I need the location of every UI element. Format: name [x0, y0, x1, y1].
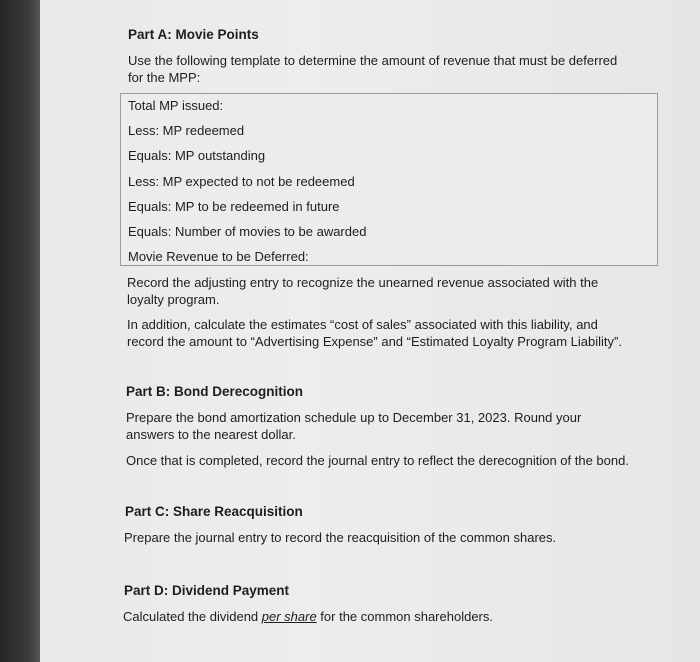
part-d-line1-post: for the common shareholders.: [316, 609, 493, 624]
part-b-heading: Part B: Bond Derecognition: [126, 384, 304, 399]
part-c-line1: Prepare the journal entry to record the reacquisition of the common shares.: [124, 530, 557, 545]
part-a-adjusting-line2: loyalty program.: [127, 292, 220, 307]
part-a-intro-line1: Use the following template to determine the amount of revenue that must be deferred: [128, 53, 618, 68]
part-d-line1: [123, 608, 493, 625]
part-a-adjusting-line1: Record the adjusting entry to recognize the unearned revenue associated with the: [127, 275, 599, 290]
part-d-heading: Part D: Dividend Payment: [124, 583, 290, 598]
part-a-addition-line1: In addition, calculate the estimates “cost of sales” associated with this liability, and: [127, 317, 598, 332]
part-b-line2: answers to the nearest dollar.: [126, 427, 296, 442]
part-c-heading: Part C: Share Reacquisition: [125, 504, 303, 519]
template-row-future-redeemed: Equals: MP to be redeemed in future: [128, 199, 340, 214]
part-b-line1: Prepare the bond amortization schedule up to December 31, 2023. Round your: [126, 410, 582, 425]
mpp-template-table: [120, 93, 658, 266]
template-row-total-issued: Total MP issued:: [128, 98, 224, 113]
template-row-revenue-deferred: Movie Revenue to be Deferred:: [128, 249, 309, 264]
part-a-heading: Part A: Movie Points: [128, 27, 259, 42]
template-row-redeemed: Less: MP redeemed: [128, 123, 245, 138]
part-d-line1-pre: Calculated the dividend: [123, 609, 262, 624]
part-d-line1-emphasis: per share: [261, 609, 317, 624]
part-a-intro-line2: for the MPP:: [128, 70, 201, 85]
template-row-movies-awarded: Equals: Number of movies to be awarded: [128, 224, 367, 239]
template-row-not-redeemed: Less: MP expected to not be redeemed: [128, 174, 355, 189]
part-b-line3: Once that is completed, record the journal entry to reflect the derecognition of the bond.: [126, 453, 629, 468]
template-row-outstanding: Equals: MP outstanding: [128, 148, 266, 163]
page-shadow-edge: [0, 0, 40, 662]
part-a-addition-line2: record the amount to “Advertising Expense” and “Estimated Loyalty Program Liability”.: [127, 334, 622, 349]
